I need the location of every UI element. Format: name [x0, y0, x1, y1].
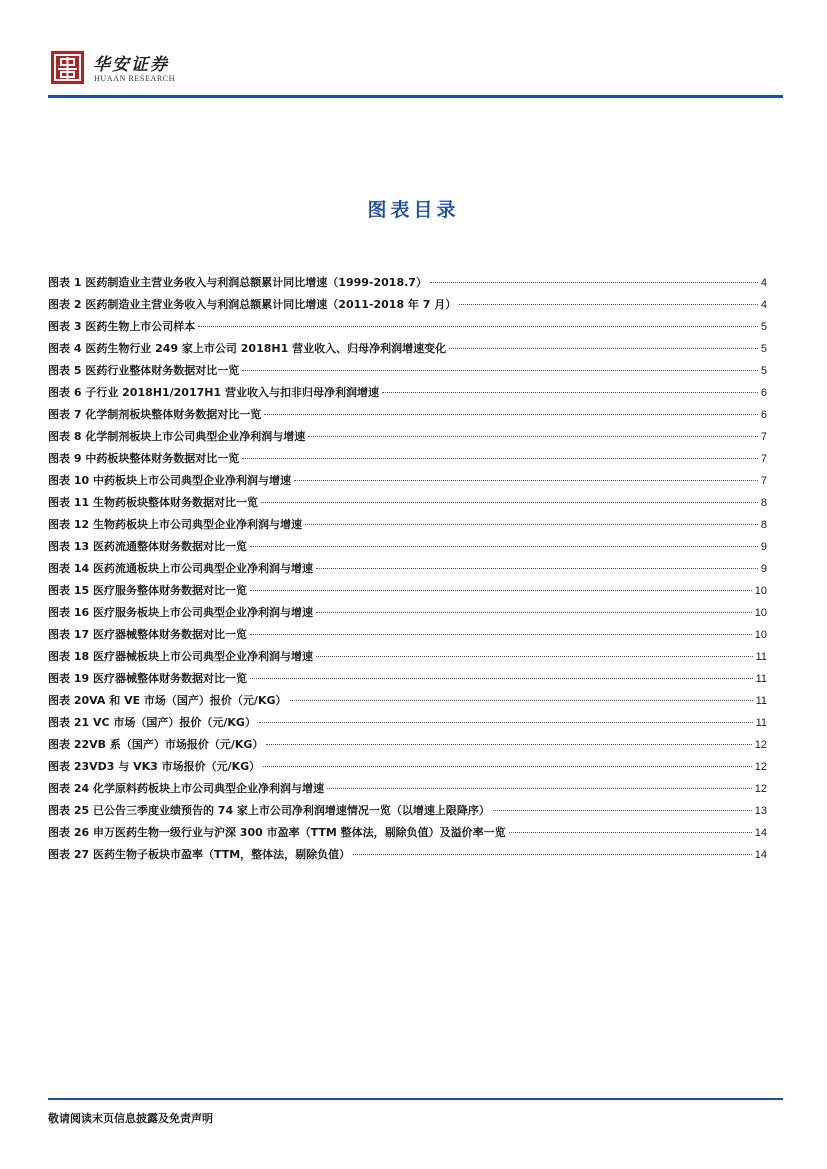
toc-entry-page[interactable]: 11 [755, 651, 767, 663]
toc-dot-leader [509, 832, 752, 833]
toc-entry-page[interactable]: 4 [760, 299, 767, 311]
toc-entry[interactable] [48, 692, 767, 714]
toc-dot-leader [449, 348, 758, 349]
toc-entry[interactable] [48, 714, 767, 736]
toc-dot-leader [264, 414, 758, 415]
toc-entry[interactable] [48, 494, 767, 516]
toc-dot-leader [250, 546, 758, 547]
toc-entry-page[interactable]: 10 [754, 585, 767, 597]
toc-entry-label[interactable]: 图表 16 医疗服务板块上市公司典型企业净利润与增速 [48, 606, 313, 619]
toc-dot-leader [261, 502, 758, 503]
toc-entry-label[interactable]: 图表 15 医疗服务整体财务数据对比一览 [48, 584, 247, 597]
toc-entry-page[interactable]: 10 [754, 629, 767, 641]
toc-entry-label[interactable]: 图表 4 医药生物行业 249 家上市公司 2018H1 营业收入、归母净利润增速变化 [48, 342, 447, 355]
toc-entry[interactable] [48, 450, 767, 472]
toc-entry-page[interactable]: 8 [760, 519, 767, 531]
header-divider [48, 95, 783, 98]
toc-entry-page[interactable]: 12 [754, 739, 767, 751]
page-header [48, 48, 783, 100]
toc-dot-leader [250, 590, 752, 591]
toc-entry-page[interactable]: 7 [760, 431, 767, 443]
toc-entry[interactable] [48, 736, 767, 758]
toc-entry-label[interactable]: 图表 2 医药制造业主营业务收入与利润总额累计同比增速（2011-2018 年 7 月） [48, 298, 457, 311]
toc-entry[interactable] [48, 362, 767, 384]
toc-entry-label[interactable]: 图表 17 医疗器械整体财务数据对比一览 [48, 628, 247, 641]
toc-entry[interactable] [48, 340, 767, 362]
toc-entry-page[interactable]: 6 [760, 387, 767, 399]
toc-entry[interactable] [48, 406, 767, 428]
toc-list [48, 274, 767, 868]
toc-dot-leader [250, 634, 752, 635]
toc-entry-label[interactable]: 图表 8 化学制剂板块上市公司典型企业净利润与增速 [48, 430, 306, 443]
toc-dot-leader [382, 392, 758, 393]
toc-entry-label[interactable]: 图表 7 化学制剂板块整体财务数据对比一览 [48, 408, 262, 421]
toc-entry-page[interactable]: 11 [755, 695, 767, 707]
toc-entry-label[interactable]: 图表 13 医药流通整体财务数据对比一览 [48, 540, 247, 553]
toc-dot-leader [316, 656, 753, 657]
toc-entry[interactable] [48, 648, 767, 670]
toc-entry-page[interactable]: 4 [760, 277, 767, 289]
toc-entry-label[interactable]: 图表 10 中药板块上市公司典型企业净利润与增速 [48, 474, 291, 487]
toc-dot-leader [308, 436, 758, 437]
toc-entry[interactable] [48, 384, 767, 406]
toc-entry[interactable] [48, 428, 767, 450]
toc-entry-label[interactable]: 图表 11 生物药板块整体财务数据对比一览 [48, 496, 258, 509]
toc-entry-label[interactable]: 图表 3 医药生物上市公司样本 [48, 320, 196, 333]
toc-dot-leader [305, 524, 758, 525]
toc-entry-label[interactable]: 图表 26 申万医药生物一级行业与沪深 300 市盈率（TTM 整体法，剔除负值）及溢价率一览 [48, 826, 506, 839]
toc-entry[interactable] [48, 274, 767, 296]
toc-entry[interactable] [48, 670, 767, 692]
toc-entry[interactable] [48, 824, 767, 846]
toc-entry[interactable] [48, 516, 767, 538]
toc-entry-page[interactable]: 14 [754, 827, 767, 839]
toc-dot-leader [266, 744, 751, 745]
toc-entry[interactable] [48, 604, 767, 626]
brand-name-en: HUAAN RESEARCH [94, 74, 176, 83]
toc-entry-page[interactable]: 7 [760, 453, 767, 465]
toc-entry[interactable] [48, 846, 767, 868]
toc-entry-page[interactable]: 10 [754, 607, 767, 619]
toc-entry-page[interactable]: 8 [760, 497, 767, 509]
toc-dot-leader [294, 480, 758, 481]
toc-entry-page[interactable]: 12 [754, 761, 767, 773]
toc-dot-leader [316, 612, 752, 613]
toc-dot-leader [250, 678, 753, 679]
page-title: 图表目录 [367, 199, 460, 221]
toc-entry-page[interactable]: 6 [760, 409, 767, 421]
toc-entry-page[interactable]: 5 [760, 343, 767, 355]
toc-dot-leader [430, 282, 758, 283]
toc-entry-label[interactable]: 图表 9 中药板块整体财务数据对比一览 [48, 452, 240, 465]
toc-entry-page[interactable]: 11 [755, 717, 767, 729]
toc-entry-label[interactable]: 图表 20VA 和 VE 市场（国产）报价（元/KG） [48, 694, 287, 707]
toc-entry[interactable] [48, 802, 767, 824]
brand-name-cn: 华安证券 [93, 55, 169, 75]
toc-entry-page[interactable]: 9 [760, 541, 767, 553]
toc-dot-leader [353, 854, 752, 855]
toc-entry-page[interactable]: 11 [755, 673, 767, 685]
toc-entry-label[interactable]: 图表 18 医疗器械板块上市公司典型企业净利润与增速 [48, 650, 313, 663]
toc-entry-label[interactable]: 图表 24 化学原料药板块上市公司典型企业净利润与增速 [48, 782, 324, 795]
toc-dot-leader [198, 326, 758, 327]
toc-dot-leader [316, 568, 758, 569]
toc-dot-leader [242, 370, 758, 371]
toc-entry-label[interactable]: 图表 21 VC 市场（国产）报价（元/KG） [48, 716, 256, 729]
toc-entry[interactable] [48, 758, 767, 780]
toc-entry-label[interactable]: 图表 25 已公告三季度业绩预告的 74 家上市公司净利润增速情况一览（以增速上限降序） [48, 804, 490, 817]
toc-entry-label[interactable]: 图表 19 医疗器械整体财务数据对比一览 [48, 672, 247, 685]
toc-entry[interactable] [48, 472, 767, 494]
toc-dot-leader [327, 788, 752, 789]
toc-entry-page[interactable]: 12 [754, 783, 767, 795]
toc-entry-label[interactable]: 图表 14 医药流通板块上市公司典型企业净利润与增速 [48, 562, 313, 575]
toc-dot-leader [263, 766, 752, 767]
toc-entry[interactable] [48, 296, 767, 318]
toc-dot-leader [259, 722, 753, 723]
toc-entry[interactable] [48, 560, 767, 582]
toc-entry[interactable] [48, 582, 767, 604]
toc-entry-label[interactable]: 图表 27 医药生物子板块市盈率（TTM，整体法，剔除负值） [48, 848, 351, 861]
toc-entry-label[interactable]: 图表 6 子行业 2018H1/2017H1 营业收入与扣非归母净利润增速 [48, 386, 379, 399]
toc-entry[interactable] [48, 318, 767, 340]
toc-entry-label[interactable]: 图表 5 医药行业整体财务数据对比一览 [48, 364, 240, 377]
toc-dot-leader [493, 810, 752, 811]
toc-entry[interactable] [48, 538, 767, 560]
company-logo-icon [51, 51, 84, 84]
toc-dot-leader [459, 304, 758, 305]
toc-dot-leader [242, 458, 758, 459]
toc-entry-page[interactable]: 13 [754, 805, 767, 817]
toc-entry[interactable] [48, 626, 767, 648]
toc-entry-label[interactable]: 图表 12 生物药板块上市公司典型企业净利润与增速 [48, 518, 302, 531]
toc-dot-leader [290, 700, 753, 701]
toc-entry-page[interactable]: 5 [760, 365, 767, 377]
footer-divider [48, 1098, 783, 1100]
footer-disclaimer: 敬请阅读末页信息披露及免责声明 [48, 1112, 213, 1125]
toc-entry-page[interactable]: 9 [760, 563, 767, 575]
toc-entry-label[interactable]: 图表 23VD3 与 VK3 市场报价（元/KG） [48, 760, 261, 773]
toc-entry[interactable] [48, 780, 767, 802]
toc-entry-page[interactable]: 5 [760, 321, 767, 333]
toc-entry-page[interactable]: 14 [754, 849, 767, 861]
toc-entry-label[interactable]: 图表 1 医药制造业主营业务收入与利润总额累计同比增速（1999-2018.7） [48, 276, 427, 289]
toc-entry-page[interactable]: 7 [760, 475, 767, 487]
toc-entry-label[interactable]: 图表 22VB 系（国产）市场报价（元/KG） [48, 738, 264, 751]
